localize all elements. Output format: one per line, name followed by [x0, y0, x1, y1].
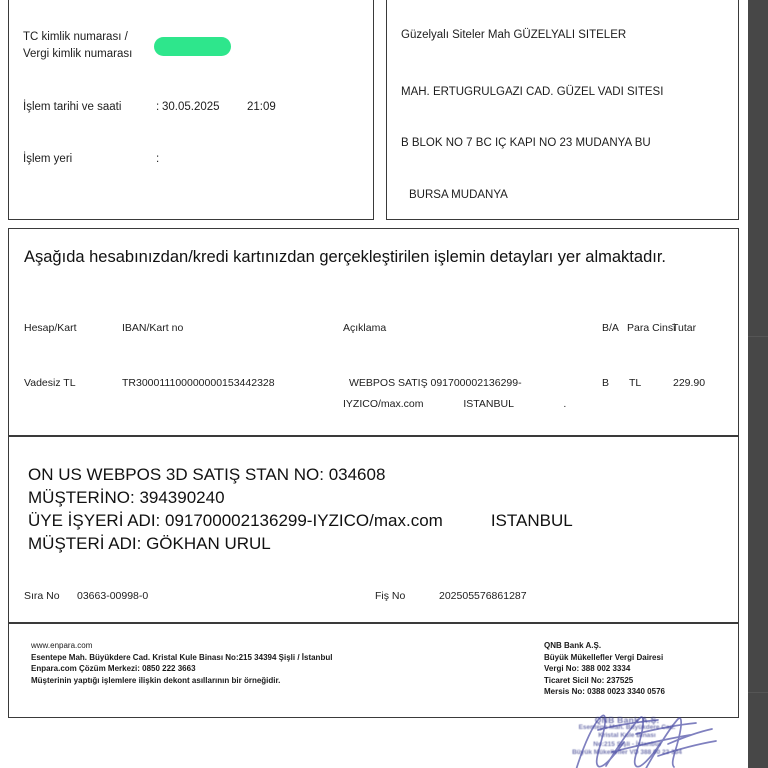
footer-vergi-no: Vergi No: 388 002 3334	[544, 664, 631, 673]
stamp-line-2: Kristal Kule Binası	[598, 732, 656, 740]
transaction-datetime-label: İşlem tarihi ve saati	[23, 101, 122, 113]
column-header-ba: B/A	[602, 322, 619, 334]
viewer-background-band	[748, 0, 768, 768]
column-header-tutar: Tutar	[672, 322, 697, 334]
aciklama-merchant: IYZICO/max.com	[343, 398, 424, 410]
fis-no-value: 202505576861287	[439, 590, 527, 602]
sira-no-value: 03663-00998-0	[77, 590, 149, 602]
footer-address: Esentepe Mah. Büyükdere Cad. Kristal Kule Binası No:215 34394 Şişli / İstanbul	[31, 652, 333, 662]
tc-label-line1: TC kimlik numarası /	[23, 31, 128, 43]
webpos-musterino-line: MÜŞTERİNO: 394390240	[28, 488, 225, 507]
footer-mersis-no: Mersis No: 0388 0023 3340 0576	[544, 687, 665, 696]
stamp-title: QNB Bank A.Ş.	[594, 715, 660, 725]
webpos-stan-line: ON US WEBPOS 3D SATIŞ STAN NO: 034608	[28, 465, 386, 484]
cell-ba: B	[602, 377, 610, 389]
customer-address-panel	[386, 0, 739, 220]
tc-number-redaction-bar	[154, 37, 231, 56]
stamp-line-1: Esentepe Mah. Büyükdere Cad.	[578, 724, 676, 732]
column-header-para-cinsi: Para Cinsi	[627, 322, 676, 334]
address-line-1: Güzelyalı Siteler Mah GÜZELYALI SITELER	[401, 29, 627, 41]
footer-ticaret-sicil-no: Ticaret Sicil No: 237525	[544, 675, 634, 685]
webpos-customer-line: MÜŞTERİ ADI: GÖKHAN URUL	[28, 534, 271, 553]
fis-no-label: Fiş No	[375, 590, 406, 602]
transaction-time-value: 21:09	[247, 101, 276, 113]
aciklama-city: ISTANBUL	[463, 398, 514, 410]
cell-aciklama-line1: WEBPOS SATIŞ 091700002136299-	[349, 377, 522, 389]
webpos-merchant-city: ISTANBUL	[490, 511, 573, 530]
transaction-date-value: 30.05.2025	[162, 101, 220, 113]
cell-tutar: 229.90	[673, 377, 706, 389]
place-separator: :	[156, 153, 160, 165]
webpos-summary-panel	[8, 436, 739, 623]
footer-support-line: Enpara.com Çözüm Merkezi: 0850 222 3663	[31, 664, 196, 673]
webpos-summary-block	[28, 463, 573, 555]
transaction-detail-panel	[8, 228, 739, 436]
address-line-3: B BLOK NO 7 BC IÇ KAPI NO 23 MUDANYA BU	[401, 137, 651, 149]
column-header-hesap-kart: Hesap/Kart	[24, 322, 77, 334]
footer-notice: Müşterinin yaptığı işlemlere ilişkin dekont asıllarının bir örneğidir.	[31, 675, 281, 685]
address-line-2: MAH. ERTUGRULGAZI CAD. GÜZEL VADI SITESI	[401, 86, 664, 98]
webpos-merchant-line	[28, 509, 573, 532]
cell-hesap-kart: Vadesiz TL	[24, 377, 76, 389]
column-header-iban-kart-no: IBAN/Kart no	[122, 322, 184, 334]
sira-no-label: Sıra No	[24, 590, 60, 602]
footer-bank-name: QNB Bank A.Ş.	[544, 641, 602, 650]
footer-bank-contact-block	[31, 640, 332, 686]
footer-tax-office: Büyük Mükellefler Vergi Dairesi	[544, 652, 664, 662]
stamp-line-4: Büyük Mükellefler VD 388 00 23 334	[572, 748, 682, 756]
footer-website: www.enpara.com	[31, 641, 93, 650]
cell-para-cinsi: TL	[629, 377, 642, 389]
transaction-detail-heading: Aşağıda hesabınızdan/kredi kartınızdan gerçekleştirilen işlemin detayları yer almaktadır.	[24, 248, 666, 266]
handwritten-signature-icon	[540, 704, 740, 768]
identity-panel	[8, 0, 374, 220]
footer-legal-block	[544, 640, 665, 698]
stamp-line-3: No:215 Şişli - İstanbul	[593, 740, 661, 748]
cell-aciklama-line2	[343, 398, 566, 410]
column-header-aciklama: Açıklama	[343, 322, 387, 334]
tc-label-line2: Vergi kimlik numarası	[23, 48, 133, 60]
cell-iban-kart-no: TR300011100000000153442328	[122, 377, 275, 389]
webpos-merchant-name: ÜYE İŞYERİ ADI: 091700002136299-IYZICO/max.com	[28, 511, 443, 530]
datetime-separator: :	[156, 101, 160, 113]
transaction-place-label: İşlem yeri	[23, 153, 73, 165]
aciklama-trailing-dot: .	[563, 398, 567, 410]
address-line-4: BURSA MUDANYA	[409, 189, 508, 201]
bank-stamp-and-signature	[540, 712, 740, 768]
